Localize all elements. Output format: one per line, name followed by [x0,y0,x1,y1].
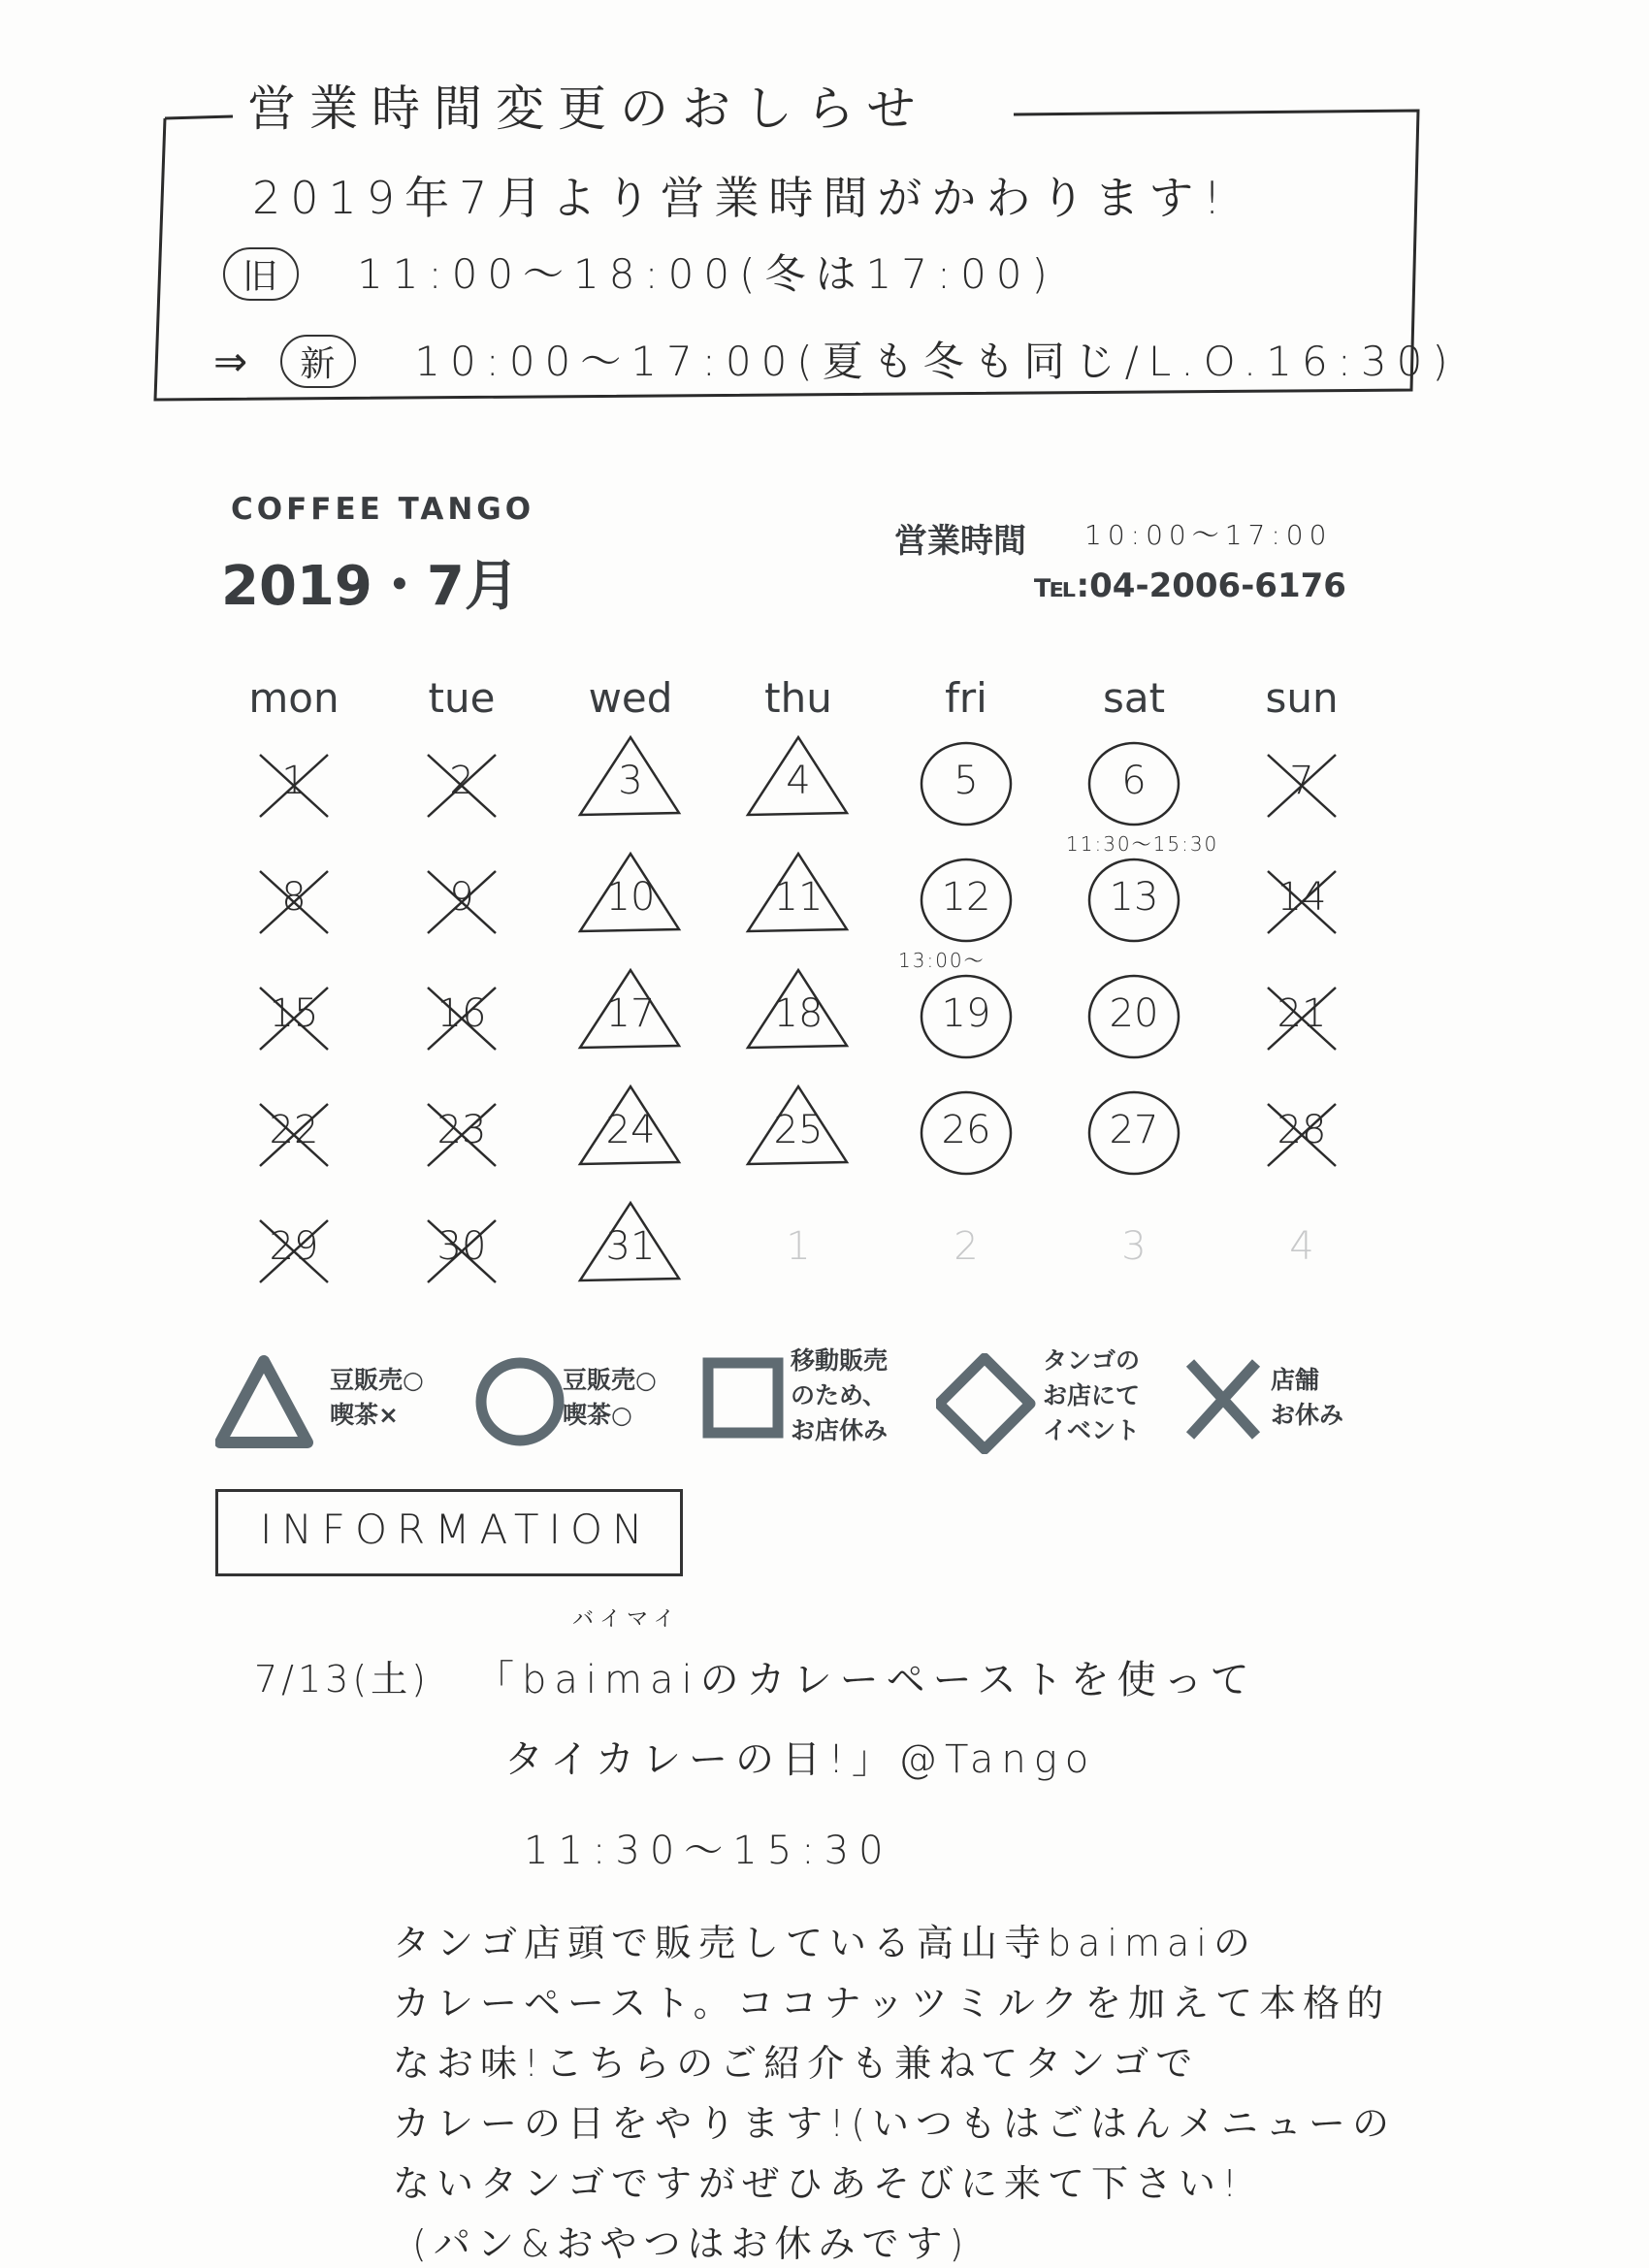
new-hours: 10:00〜17:00(夏も冬も同じ/L.O.16:30) [414,338,1458,385]
day-number: 9 [449,875,474,920]
calendar-day [908,1203,1024,1300]
day-number: 7 [1289,759,1314,803]
day-number: 3 [1121,1224,1147,1269]
day-number: 1 [281,759,307,803]
weekday-wed: wed [588,674,673,722]
day-number: 14 [1277,875,1327,920]
calendar-day [1244,1086,1360,1183]
day-number: 24 [605,1108,656,1152]
description-line: なお味!こちらのご紹介も兼ねてタンゴで [393,2042,1200,2085]
legend-label-line: 豆販売○ [330,1366,424,1394]
day-number: 12 [941,875,991,920]
day-number: 5 [954,759,979,803]
event-title-line2: タイカレーの日!」@Tango [504,1737,1097,1782]
day-number: 1 [786,1224,811,1269]
day-number: 27 [1109,1108,1159,1152]
legend-label [791,1344,888,1448]
day-number: 11 [773,875,824,920]
calendar-day [908,1086,1024,1183]
description-line: (パン&おやつはお休みです) [412,2222,971,2265]
legend-label-line: イベント [1043,1416,1141,1444]
old-hours-row [223,243,1057,301]
calendar-day [898,949,1024,1067]
calendar-day [572,970,689,1067]
notice-title: 営業時間変更のおしらせ [247,81,929,137]
day-number: 4 [1289,1224,1314,1269]
legend-label [330,1363,424,1433]
calendar-day [404,854,520,951]
legend-label-line: お店休み [791,1416,889,1444]
legend-label [1043,1344,1140,1448]
legend-label-line: 喫茶○ [563,1401,632,1429]
calendar-day [236,970,352,1067]
day-number: 28 [1277,1108,1327,1152]
calendar-day [740,854,857,951]
calendar-day [740,1086,857,1183]
shop-name: COFFEE TANGO [231,492,535,527]
calendar-day [236,1203,352,1300]
calendar-day [740,970,857,1067]
day-note: 13:00〜 [898,949,986,972]
day-number: 17 [605,991,656,1036]
day-number: 3 [618,759,643,803]
calendar-day [740,737,857,834]
calendar-day [572,854,689,951]
event-date: 7/13(土) [254,1658,430,1701]
description-line: カレーペースト。ココナッツミルクを加えて本格的 [393,1982,1391,2025]
diamond-icon [936,1353,1037,1458]
day-number: 29 [269,1224,319,1269]
day-number: 15 [269,991,319,1036]
calendar-day [1076,1086,1192,1183]
event-title-line1: 「baimaiのカレーペーストを使って [475,1658,1257,1702]
telephone-number: ℡:04-2006-6176 [1034,567,1346,605]
description-line: タンゴ店頭で販売している高山寺baimaiの [393,1922,1257,1964]
day-number: 8 [281,875,307,920]
calendar-day [908,737,1024,834]
calendar-day [1244,737,1360,834]
square-icon [698,1353,799,1458]
calendar-day [404,1203,520,1300]
day-number: 16 [436,991,487,1036]
calendar-day [1076,970,1192,1067]
arrow-icon: ⇒ [213,338,258,385]
legend-label [563,1363,657,1433]
calendar-day [1076,737,1192,834]
weekday-sun: sun [1265,674,1339,722]
calendar-day [908,854,1024,951]
calendar-day [1066,832,1219,951]
hours-label: 営業時間 [894,522,1026,561]
month-title: 2019・7月 [221,555,519,618]
hours-value: 10:00〜17:00 [1084,519,1333,551]
circle-icon [471,1353,572,1458]
day-number: 25 [773,1108,824,1152]
day-note: 11:30〜15:30 [1066,832,1219,856]
calendar-day [572,1086,689,1183]
day-number: 13 [1109,875,1159,920]
calendar-day [404,737,520,834]
calendar-day [572,1203,689,1300]
cross-icon [1179,1353,1279,1458]
day-number: 23 [436,1108,487,1152]
day-number: 31 [605,1224,656,1269]
weekday-tue: tue [428,674,496,722]
calendar-day [1076,1203,1192,1300]
description-line: カレーの日をやります!(いつもはごはんメニューの [393,2102,1397,2145]
weekday-sat: sat [1102,674,1166,722]
new-hours-row [213,330,1458,388]
day-number: 6 [1121,759,1147,803]
calendar-day [236,1086,352,1183]
day-number: 21 [1277,991,1327,1036]
day-number: 18 [773,991,824,1036]
information-title: INFORMATION [260,1506,653,1553]
day-number: 20 [1109,991,1159,1036]
day-number: 2 [449,759,474,803]
new-label: 新 [280,335,356,388]
legend-label-line: 豆販売○ [563,1366,657,1394]
old-label: 旧 [223,247,299,301]
old-hours: 11:00〜18:00(冬は17:00) [357,250,1057,298]
description-line: ないタンゴですがぜひあそびに来て下さい! [393,2162,1245,2205]
event-ruby: バイマイ [572,1607,681,1632]
legend-label [1271,1363,1343,1433]
legend-label-line: 移動販売 [791,1346,889,1375]
day-number: 22 [269,1108,319,1152]
legend-label-line: 喫茶× [330,1401,399,1429]
calendar-day [404,1086,520,1183]
day-number: 26 [941,1108,991,1152]
event-time: 11:30〜15:30 [524,1829,893,1873]
legend-label-line: お休み [1271,1401,1344,1429]
triangle-icon [215,1353,316,1458]
day-number: 4 [786,759,811,803]
legend-label-line: お店にて [1043,1381,1141,1409]
day-number: 10 [605,875,656,920]
calendar-day [572,737,689,834]
legend-label-line: のため、 [791,1381,888,1409]
calendar-day [236,854,352,951]
calendar-day [1244,1203,1360,1300]
day-number: 30 [436,1224,487,1269]
calendar-day [1244,970,1360,1067]
legend-label-line: 店舗 [1271,1366,1320,1394]
calendar-day [740,1203,857,1300]
calendar-day [236,737,352,834]
weekday-fri: fri [945,674,987,722]
notice-announcement: 2019年7月より営業時間がかわります! [252,172,1231,224]
weekday-thu: thu [764,674,832,722]
day-number: 19 [941,991,991,1036]
legend-label-line: タンゴの [1043,1346,1141,1375]
calendar-day [1244,854,1360,951]
calendar-day [404,970,520,1067]
day-number: 2 [954,1224,979,1269]
weekday-mon: mon [248,674,340,722]
